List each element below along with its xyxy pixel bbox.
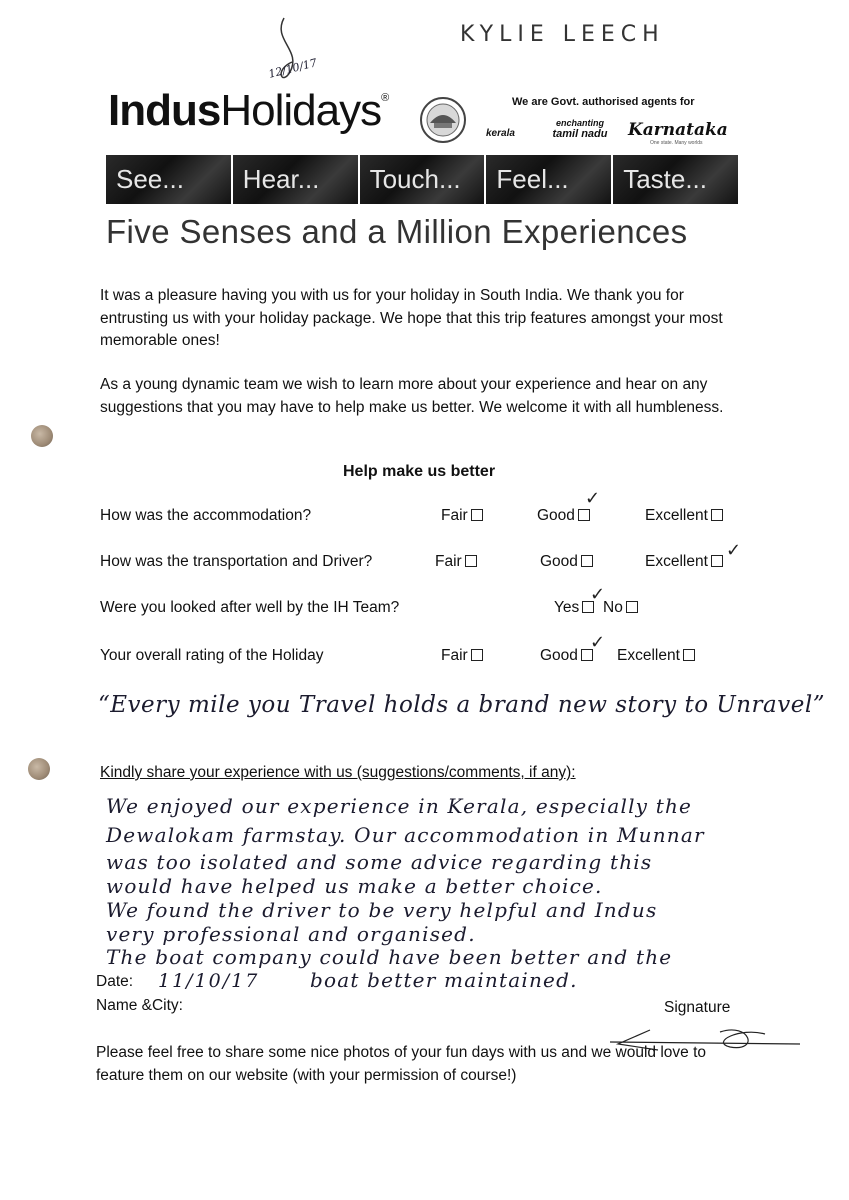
question-overall-rating: Your overall rating of the Holiday (100, 647, 324, 664)
sense-feel: Feel... (486, 155, 613, 204)
name-city-label: Name &City: (96, 997, 183, 1014)
comment-line: very professional and organised. (106, 922, 476, 946)
punch-hole-top (31, 425, 53, 447)
comment-line: was too isolated and some advice regarding this (106, 850, 653, 874)
question-transportation: How was the transportation and Driver? (100, 553, 373, 570)
option-yes[interactable] (554, 599, 594, 617)
checkbox-checked[interactable] (711, 555, 723, 567)
checkmark-icon: ✓ (585, 488, 601, 509)
checkbox[interactable] (626, 601, 638, 613)
option-label: Good (540, 553, 578, 570)
sense-hear: Hear... (233, 155, 360, 204)
headline: Five Senses and a Million Experiences (106, 213, 688, 250)
checkbox[interactable] (471, 649, 483, 661)
intro-paragraph-1: It was a pleasure having you with us for your holiday in South India. We thank you for entrusting us with your holiday package. We hope that this trip features amongst your most memorable ones! (100, 287, 723, 349)
option-excellent[interactable] (645, 553, 723, 571)
registered-mark: ® (381, 92, 389, 104)
option-good[interactable] (537, 507, 590, 525)
comment-line: We enjoyed our experience in Kerala, especially the (106, 794, 693, 818)
checkbox[interactable] (581, 555, 593, 567)
logo-bold-text: Indus (108, 86, 221, 135)
handwritten-quote: “Every mile you Travel holds a brand new story to Unravel” (98, 692, 825, 718)
logo-light-text: Holidays (220, 86, 382, 135)
option-fair[interactable] (441, 507, 483, 525)
option-label: Excellent (645, 553, 708, 570)
option-fair[interactable] (441, 647, 483, 665)
option-excellent[interactable] (645, 507, 723, 525)
signature-label: Signature (664, 999, 731, 1016)
tamil-nadu-line-1: enchanting (555, 118, 604, 128)
date-value: 11/10/17 (158, 970, 260, 992)
option-label: Excellent (617, 647, 680, 664)
sense-taste: Taste... (613, 155, 738, 204)
option-label: Good (540, 647, 578, 664)
handwritten-top-date: 12/10/17 (267, 56, 319, 81)
survey-title: Help make us better (343, 463, 496, 480)
share-experience-label: Kindly share your experience with us (suggestions/comments, if any): (100, 764, 576, 781)
option-good[interactable] (540, 647, 593, 665)
senses-banner (106, 155, 738, 204)
option-label: Fair (435, 553, 462, 570)
option-label: Good (537, 507, 575, 524)
tourism-seal-icon (410, 95, 476, 145)
sense-touch: Touch... (360, 155, 487, 204)
handwritten-name: KYLIE LEECH (460, 22, 665, 47)
tamil-nadu-line-2: tamil nadu (552, 128, 608, 140)
option-label: Yes (554, 599, 580, 616)
question-accommodation: How was the accommodation? (100, 507, 312, 524)
option-label: Fair (441, 647, 468, 664)
tamil-nadu-logo (540, 118, 620, 140)
checkbox[interactable] (465, 555, 477, 567)
comment-line: We found the driver to be very helpful and Indus (106, 898, 658, 922)
checkbox[interactable] (711, 509, 723, 521)
checkmark-icon: ✓ (590, 632, 606, 653)
checkmark-icon: ✓ (590, 584, 606, 605)
comment-line: Dewalokam farmstay. Our accommodation in Munnar (106, 823, 705, 847)
punch-hole-bottom (28, 758, 50, 780)
checkbox[interactable] (683, 649, 695, 661)
comment-line: would have helped us make a better choice. (106, 874, 603, 898)
date-label: Date: (96, 973, 134, 990)
intro-paragraph-2: As a young dynamic team we wish to learn more about your experience and hear on any suggestions that you may have to help make us better. We welcome it with all humbleness. (100, 376, 724, 416)
option-label: Excellent (645, 507, 708, 524)
option-fair[interactable] (435, 553, 477, 571)
option-good[interactable] (540, 553, 593, 571)
indus-holidays-logo (108, 86, 388, 136)
option-label: Fair (441, 507, 468, 524)
karnataka-logo: Karnataka (628, 120, 728, 140)
comment-line: boat better maintained. (310, 968, 578, 992)
question-ih-team: Were you looked after well by the IH Team? (100, 599, 400, 616)
agents-title: We are Govt. authorised agents for (512, 96, 695, 108)
karnataka-tagline: One state. Many worlds (650, 140, 703, 146)
option-no[interactable] (603, 599, 638, 617)
comment-line: The boat company could have been better and the (106, 945, 673, 969)
checkbox-checked[interactable] (578, 509, 590, 521)
checkbox[interactable] (471, 509, 483, 521)
sense-see: See... (106, 155, 233, 204)
closing-paragraph: Please feel free to share some nice photos of your fun days with us and we would love to feature them on our website (with your permission of course!) (96, 1044, 707, 1084)
option-excellent[interactable] (617, 647, 695, 665)
option-label: No (603, 599, 623, 616)
checkmark-icon: ✓ (726, 540, 742, 561)
kerala-logo: kerala (486, 128, 515, 139)
